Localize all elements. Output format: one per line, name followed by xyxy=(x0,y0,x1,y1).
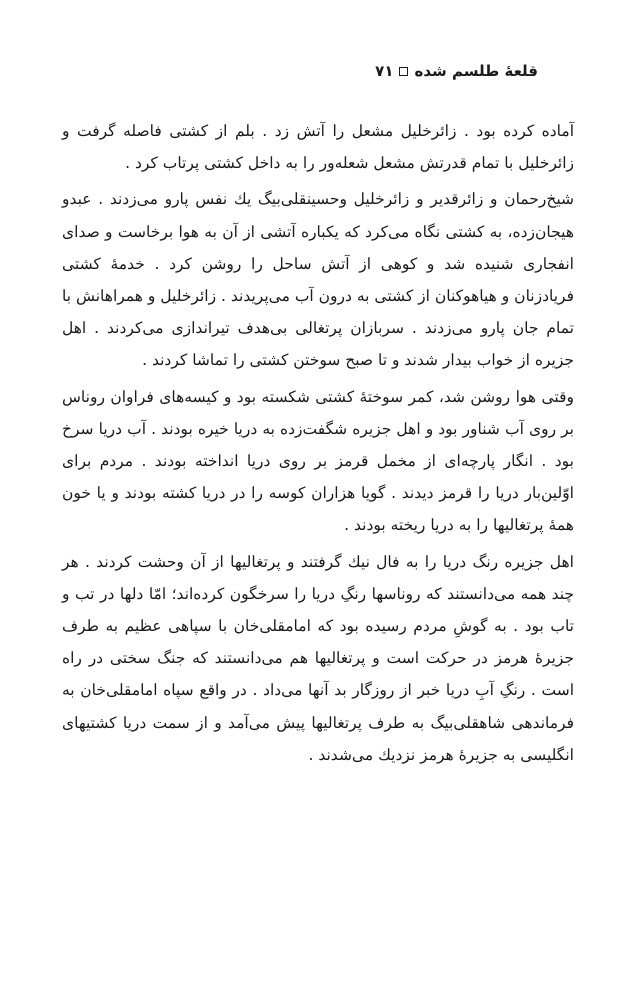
paragraph-4: اهل جزیره رنگ دریا را به فال نیك گرفتند و پرتغالیها از آن وحشت کردند . هر چند همه می‌دانستند که روناسها رنگِ دریا را سرخگون کرده‌اند؛ امّا دلها در تب و تاب بود . به گوشِ مردم رسیده بود که امامقلی‌خان با سپاهی عظیم به طرف جزیرهٔ هرمز در حرکت است و پرتغالیها هم می‌دانستند که جنگ سختی در راه است . رنگِ آبِ دریا خبر از روزگار بد آنها می‌داد . در واقع سپاه امامقلی‌خان به فرماندهی شاهقلی‌بیگ به طرف پرتغالیها پیش می‌آمد و از سمت دریا کشتیهای انگلیسی به جزیرهٔ هرمز نزدیك می‌شدند . xyxy=(62,552,574,764)
square-separator-icon xyxy=(399,67,408,76)
paragraph-1: آماده کرده بود . زائرخلیل مشعل را آتش زد . بلم از کشتی فاصله گرفت و زائرخلیل با تمام قدرتش مشعل شعله‌ور را به داخل کشتی پرتاب کرد . xyxy=(62,122,574,173)
running-head xyxy=(375,62,538,80)
paragraph-3: وقتی هوا روشن شد، کمر سوختهٔ کشتی شکسته بود و کیسه‌های فراوان روناس بر روی آب شناور بود و اهل جزیره شگفت‌زده به دریا خیره بودند . آب دریا سرخ بود . انگار پارچه‌ای از مخمل قرمز بر روی دریا انداخته بودند . مردم برای اوّلین‌بار دریا را قرمز دیدند . گویا هزاران کوسه را در دریا کشته بودند و یا خون همهٔ پرتغالیها را به دریا ریخته بودند . xyxy=(62,387,574,535)
paragraph-2: شیخ‌رحمان و زائرقدیر و زائرخلیل وحسینقلی‌بیگ یك نفس پارو می‌زدند . عبدو هیجان‌زده، به کشتی نگاه می‌کرد که یکباره آتشی از آن به هوا برخاست و صدای انفجاری شنیده شد و کوهی از آتش ساحل را روشن کرد . خدمهٔ کشتی فریادزنان و هیاهوکنان از کشتی به درون آب می‌پریدند . زائرخلیل و همراهانش با تمام جان پارو می‌زدند . سربازان پرتغالی بی‌هدف تیراندازی می‌کردند . اهل جزیره از خواب بیدار شدند و تا صبح سوختن کشتی را تماشا کردند . xyxy=(62,190,574,370)
page-number: ۷۱ xyxy=(375,62,394,80)
running-head-title: قلعهٔ طلسم شده xyxy=(414,62,538,80)
body-text xyxy=(62,115,574,771)
